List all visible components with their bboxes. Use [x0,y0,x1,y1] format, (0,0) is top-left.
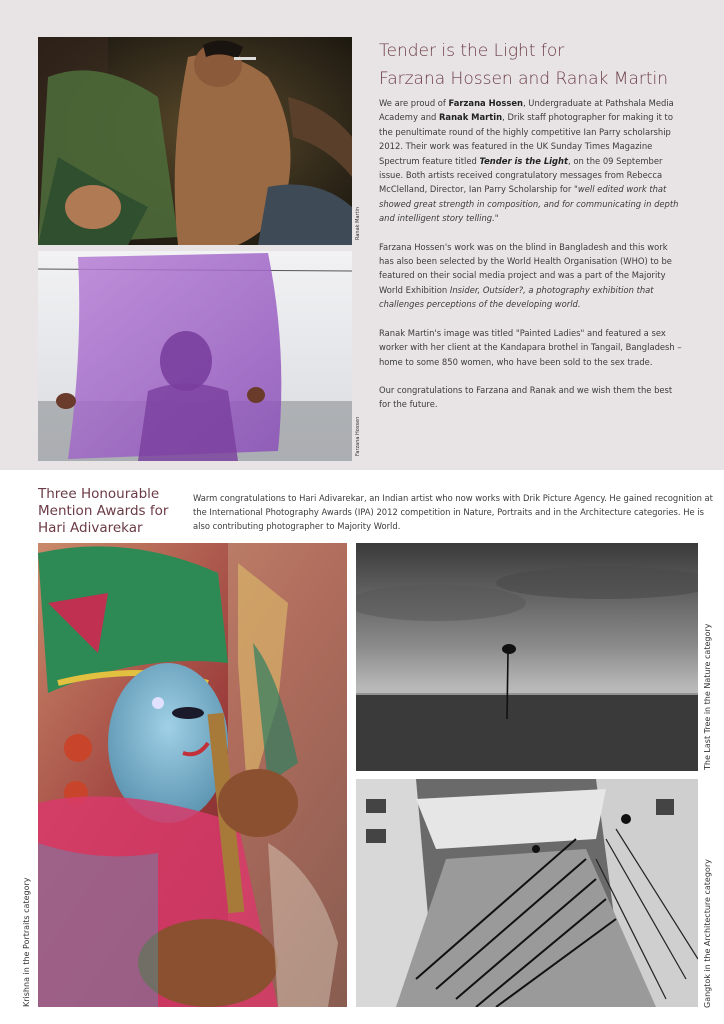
article-title-line1: Tender is the Light for [379,41,565,61]
article-paragraph-1 [379,96,684,226]
article-paragraph-3: Ranak Martin's image was titled "Painted Ladies" and featured a sex worker with her client at the Kandapara brothel in Tangail, Bangladesh – home to some 850 women, who have been sold to the sex trade. [379,327,682,367]
article-title-line2: Farzana Hossen and Ranak Martin [379,69,669,89]
article-title [379,37,699,93]
caption-krishna: Krishna in the Portraits category [22,877,31,1007]
photo-gangtok [356,779,698,1007]
exhibition-title: Insider, Outsider?, a photography exhibition that challenges perceptions of the developing world. [379,284,654,310]
photo-krishna [38,543,347,1007]
text-span: , Drik staff photographer for making it to the penultimate round of the highly competitive Ian Parry scholarship 2012. Their work was featured in the UK Sunday Times Magazine Spectrum feature titled [379,112,673,166]
text-span: , Undergraduate at Pathshala Media Academy and [379,98,674,123]
photo-painted-ladies [38,37,352,245]
article-body [379,96,684,426]
photo-credit-farzana: Farzana Hossen [355,416,361,456]
photo-last-tree [356,543,698,771]
caption-last-tree: The Last Tree in the Nature category [703,623,712,770]
hari-section-title: Three Honourable Mention Awards for Hari Adivarekar [38,486,169,536]
article-paragraph-4: Our congratulations to Farzana and Ranak and we wish them the best for the future. [379,384,673,410]
quote: "well edited work that showed great strength in composition, and for communicating in depth and intelligent story telling." [379,184,679,224]
name-farzana: Farzana Hossen [448,98,523,108]
photo-credit-ranak: Ranak Martin [355,206,361,240]
text-span: We are proud of [379,98,449,108]
article-paragraph-2 [379,240,684,312]
hari-intro-text: Warm congratulations to Hari Adivarekar, an Indian artist who now works with Drik Picture Agency. He gained recognition at the International Photography Awards (IPA) 2012 competition in Nature, Portraits and in the Architecture categories. He is also contributing photographer to Majority World. [193,493,713,532]
feature-title: Tender is the Light [479,155,568,166]
caption-gangtok: Gangtok in the Architecture category [703,859,712,1008]
photo-purple-veil [38,251,352,461]
text-span: Farzana Hossen's work was on the blind in Bangladesh and this work has also been selected by the World Health Organisation (WHO) to be featured on their social media project and was a part of the Majority World Exhibition [379,241,672,295]
text-span: , on the 09 September issue. Both artists received congratulatory messages from Rebecca McClelland, Director, Ian Parry Scholarship for [379,155,663,195]
name-ranak: Ranak Martin [438,112,503,123]
